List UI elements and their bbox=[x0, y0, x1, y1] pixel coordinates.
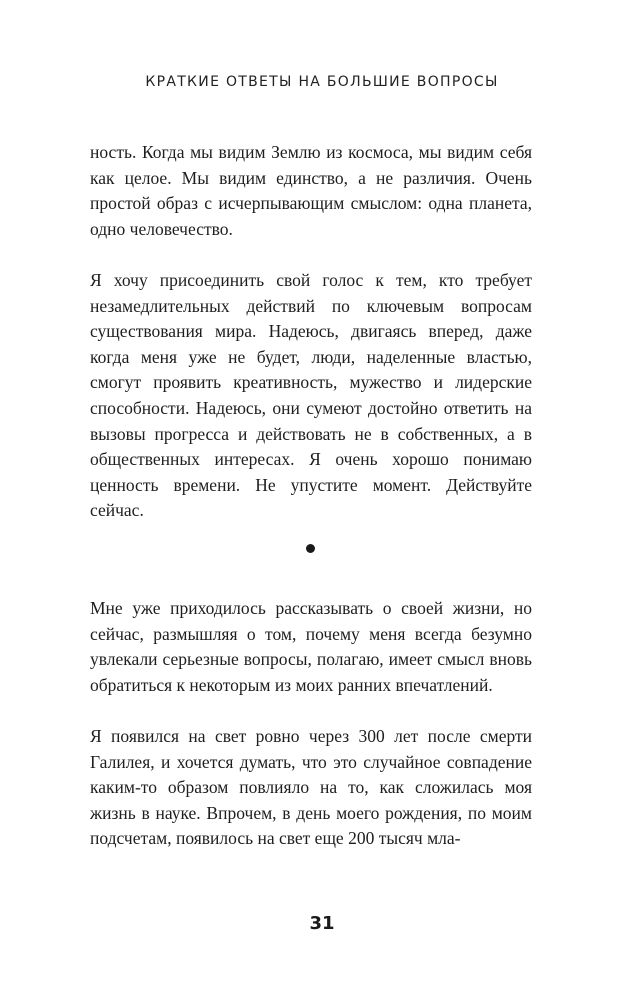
paragraph: Я появился на свет ровно через 300 лет после смерти Галилея, и хочется думать, что это случайное совпадение каким-то образом повлияло на то, как сложилась моя жизнь в науке. Впрочем, в день моего рождения, по моим подсчетам, появилось на свет еще 200 тысяч мла- bbox=[90, 725, 532, 849]
text-section-one bbox=[90, 140, 532, 524]
paragraph: ность. Когда мы видим Землю из космоса, мы видим себя как целое. Мы видим единство, а не различия. Очень простой образ с исчерпывающим смыслом: одна планета, одно человечество. bbox=[90, 142, 532, 239]
section-separator-dot bbox=[306, 544, 315, 553]
page-number: 31 bbox=[309, 913, 335, 934]
running-title: КРАТКИЕ ОТВЕТЫ НА БОЛЬШИЕ ВОПРОСЫ bbox=[145, 74, 499, 90]
paragraph: Я хочу присоединить свой голос к тем, кто требует незамедлительных действий по ключевым вопросам существования мира. Надеюсь, двигаясь вперед, даже когда меня уже не будет, люди, наделенные властью, смогут проявить креативность, мужество и лидерские способности. Надеюсь, они сумеют достойно ответить на вызовы прогресса и действовать не в собственных, а в общественных интересах. Я очень хорошо понимаю ценность времени. Не упустите момент. Действуйте сейчас. bbox=[90, 269, 532, 521]
paragraph: Мне уже приходилось рассказывать о своей жизни, но сейчас, размышляя о том, почему меня всегда безумно увлекали серьезные вопросы, полагаю, имеет смысл вновь обратиться к некоторым из моих ранних впечатлений. bbox=[90, 598, 532, 695]
text-section-two bbox=[90, 596, 532, 852]
